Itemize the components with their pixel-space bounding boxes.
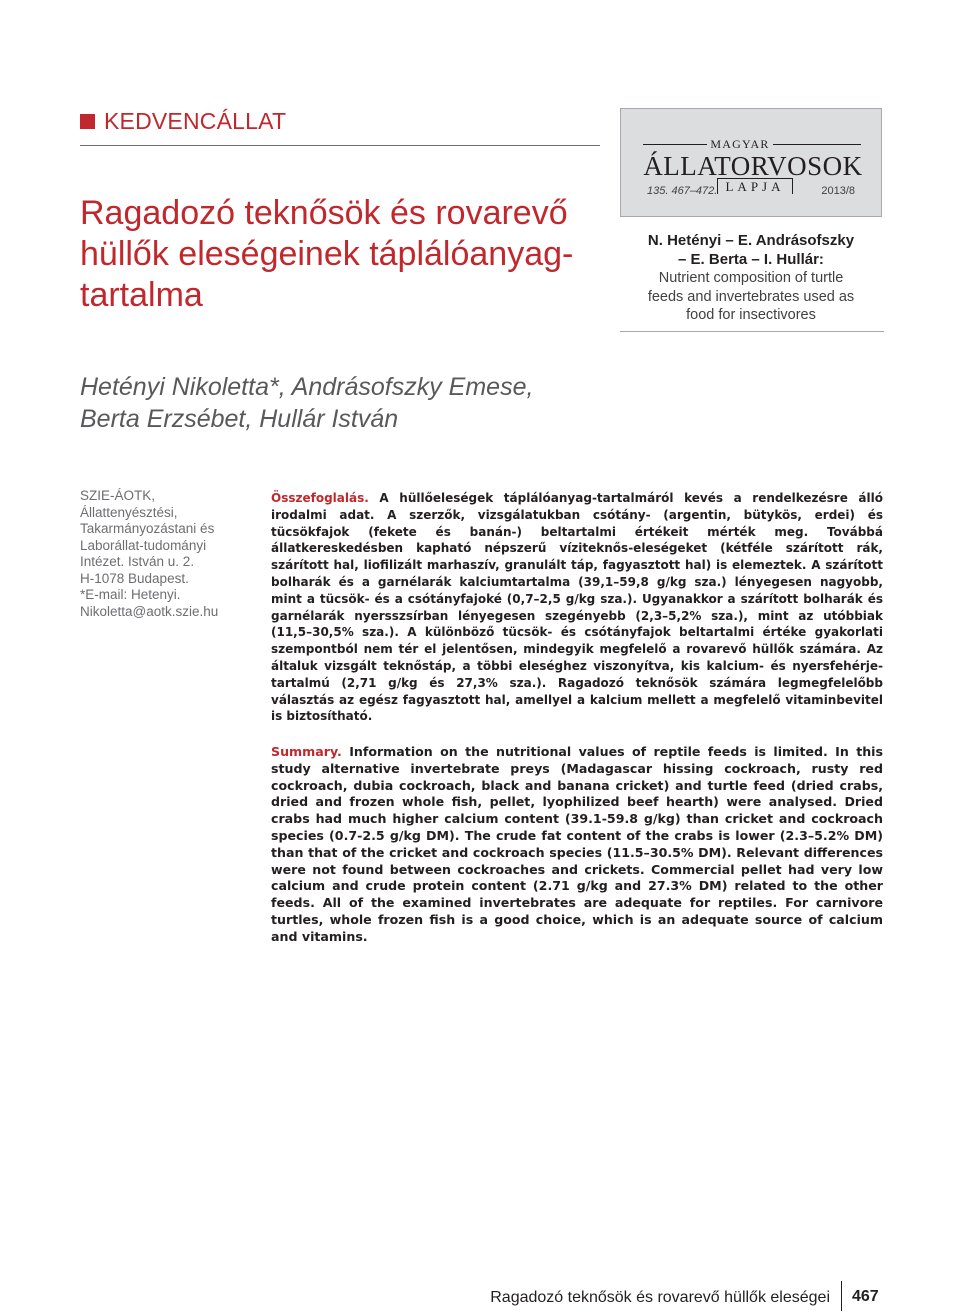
affiliation-line: SZIE-ÁOTK, bbox=[80, 488, 156, 503]
title-line: Ragadozó teknősök és rovarevő bbox=[80, 194, 568, 232]
journal-magyar: MAGYAR bbox=[707, 137, 773, 152]
section-marker-square bbox=[80, 114, 95, 129]
english-citation-divider bbox=[620, 331, 884, 332]
abstract-hungarian bbox=[271, 490, 883, 725]
english-authors-line: N. Hetényi – E. Andrásofszky bbox=[647, 232, 855, 249]
affiliation-email: Nikoletta@aotk.szie.hu bbox=[80, 603, 219, 619]
affiliation-line: H-1078 Budapest. bbox=[80, 570, 189, 586]
author-line: Hetényi Nikoletta*, Andrásofszky Emese, bbox=[80, 373, 534, 401]
journal-name: ÁLLATORVOSOK bbox=[643, 151, 863, 181]
english-title bbox=[620, 269, 882, 325]
footer-page-number: 467 bbox=[852, 1288, 879, 1305]
affiliation-line: Intézet. István u. 2. bbox=[80, 554, 195, 569]
section-label: KEDVENCÁLLAT bbox=[104, 108, 287, 134]
footer-running-title: Ragadozó teknősök és rovarevő hüllők eleségei bbox=[490, 1289, 830, 1306]
journal-volume-pages: 135. 467–472. bbox=[647, 185, 718, 197]
affiliation-line: Állattenyésztési, bbox=[80, 504, 178, 520]
affiliation-line: *E-mail: Hetenyi. bbox=[80, 587, 181, 602]
section-divider bbox=[80, 145, 600, 146]
abstract-english-text: Information on the nutritional values of reptile feeds is limited. In this study alternative invertebrate preys (Madagascar hissing cockroach, rusty red cockroach, dubia cockroach, black and banana cricket) and turtle feed (dried crabs, dried and frozen whole fish, pellet, lyophilized beef hearth) were analysed. Dried crabs had much higher calcium content (39.1-59.8 g/kg) than cricket and cockroach species (0.7-2.5 g/kg DM). The crude fat content of the crabs is lower (2.3–5.2% DM) than that of the cricket and cockroach species (11.5–30.5% DM). Relevant differences were not found between cockroaches and crickets. Commercial pellet had very low calcium and crude protein content (2.71 g/kg and 27.3% DM) related to the other feeds. All of the examined invertebrates are adequate for reptiles. For carnivore turtles, whole frozen fish is a good choice, which is an adequate source of calcium and vitamins. bbox=[271, 744, 883, 944]
journal-issue-year: 2013/8 bbox=[821, 185, 855, 197]
title-line: hüllők eleségeinek táplálóanyag- bbox=[80, 235, 574, 273]
english-title-line: Nutrient composition of turtle bbox=[658, 270, 844, 286]
english-title-line: food for insectivores bbox=[686, 307, 816, 323]
affiliation bbox=[80, 488, 250, 620]
abstract-hungarian-heading: Összefoglalás. bbox=[271, 491, 369, 505]
author-line: Berta Erzsébet, Hullár István bbox=[80, 405, 399, 433]
english-authors-line: – E. Berta – I. Hullár: bbox=[678, 251, 824, 268]
footer-separator bbox=[841, 1281, 842, 1311]
title-line: tartalma bbox=[80, 276, 203, 314]
affiliation-line: Laborállat-tudományi bbox=[80, 537, 207, 553]
affiliation-line: Takarmányozástani és bbox=[80, 521, 215, 536]
journal-masthead bbox=[620, 108, 882, 217]
article-title bbox=[80, 193, 620, 316]
abstract-english-heading: Summary. bbox=[271, 744, 342, 759]
abstract-hungarian-text: A hüllőeleségek táplálóanyag-tartalmáról kevés a rendelkezésre álló irodalmi adat. A szerzők, vizsgálatukban csótány- (argentin, bütykös, erdei) és tücsökfajok (fekete és banán-) beltartalmi értékeit mérték meg. Továbbá állatkereskedésben kapható népszerű víziteknős-eleségeket (kétféle szárított rák, szárított hal, liofilizált marhaszív, granulált táp, fagyasztott hal) is elemeztek. A szárított bolharák és a garnélarák kalciumtartalma (39,1–59,8 g/kg sza.) lényegesen nagyobb, mint a tücsök- és a csótányfajoké (0,7–2,5 g/kg sza.). Ugyanakkor a szárított bolharák és garnélarák nyersszsírban lényegesen szegényebb (2,3–5,2% sza.), mint az utóbbiak (11,5–30,5% sza.). A különböző tücsök- és csótányfajok beltartalmi értéke gyakorlati szempontból nem tér el jelentősen, mindegyik megfelelő a rovarevő hüllők számára. Az általuk vizsgált teknőstáp, a többi eleséghez viszonyítva, kis kalcium- és nyersfehérje-tartalmú (2,71 g/kg és 27,3% sza.). Ragadozó teknősök számára legmegfelelőbb választás az egész fagyasztott hal, amellyel a kalcium mellett a megfelelő vitaminbevitel is biztosítható. bbox=[271, 491, 883, 724]
abstract-english bbox=[271, 744, 883, 946]
author-list bbox=[80, 371, 640, 435]
english-title-line: feeds and invertebrates used as bbox=[647, 288, 855, 305]
english-authors bbox=[620, 231, 882, 269]
journal-lapja: LAPJA bbox=[717, 178, 793, 194]
